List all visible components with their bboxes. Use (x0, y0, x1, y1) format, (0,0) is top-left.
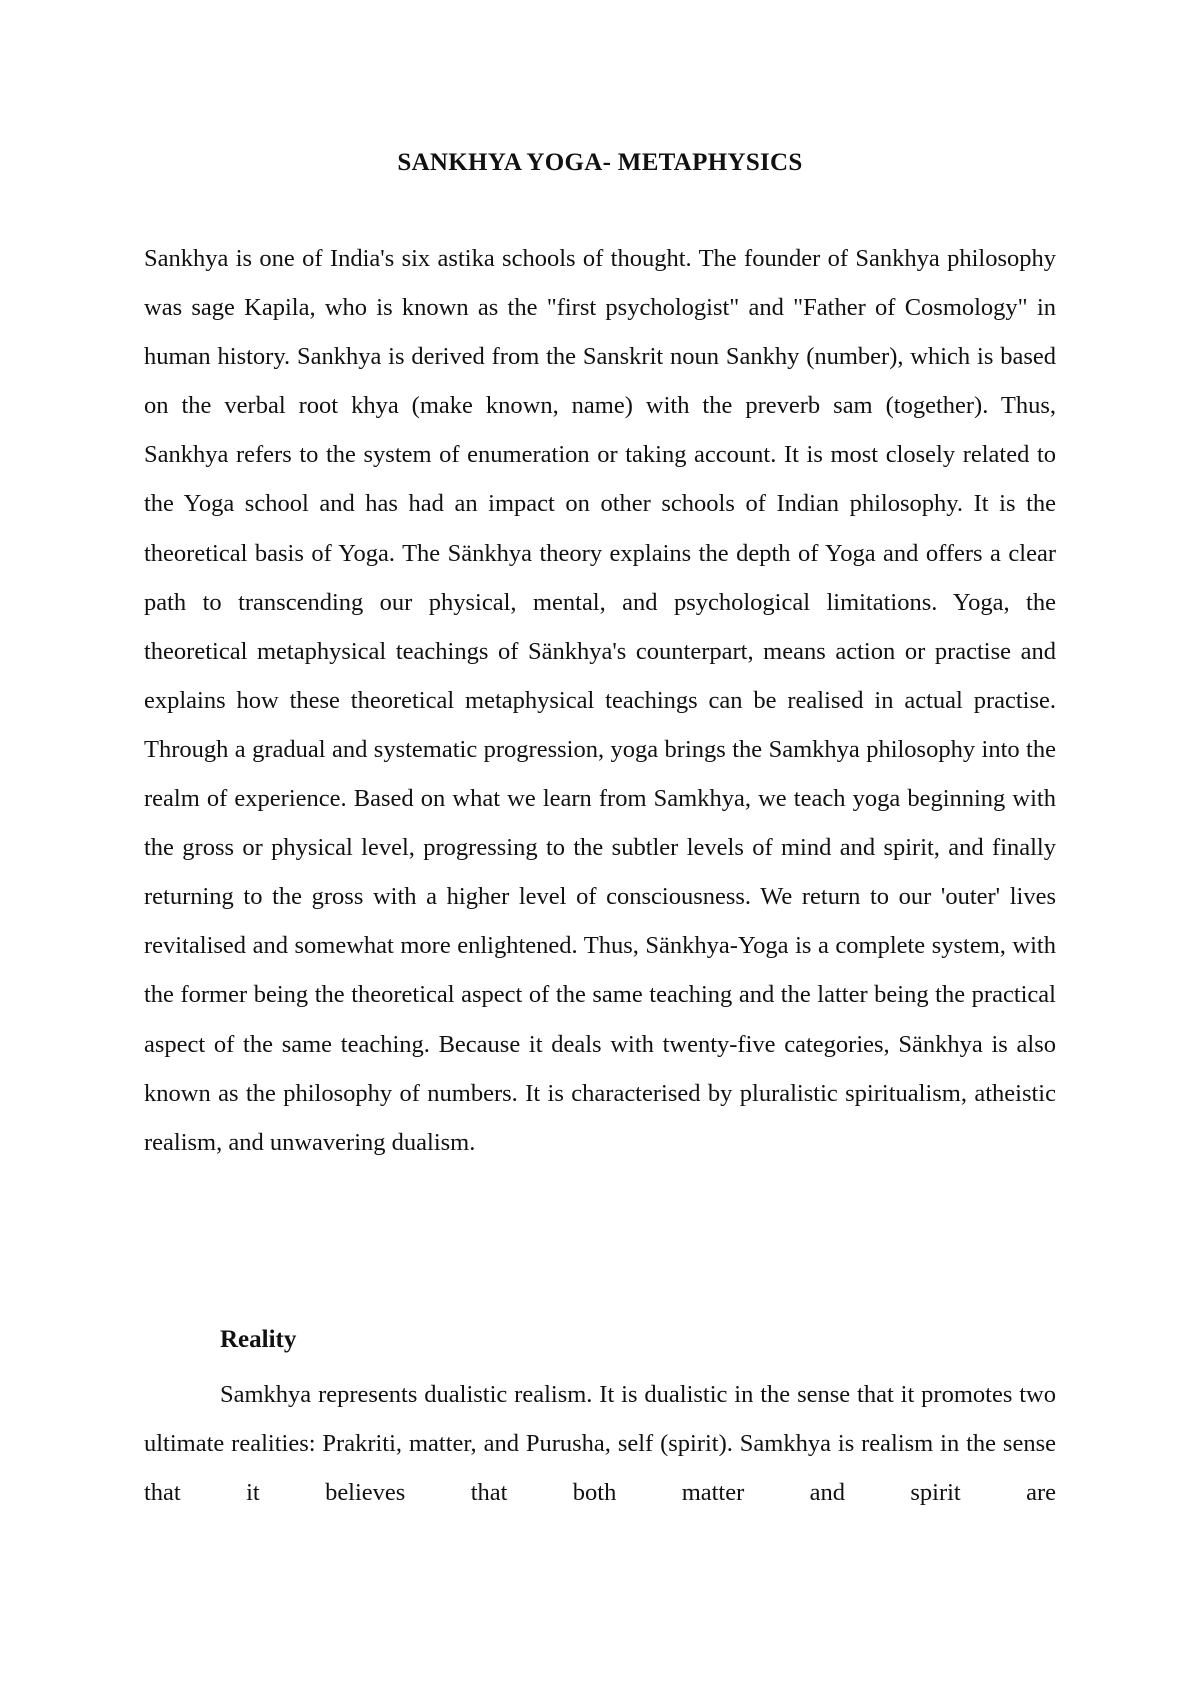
document-title: SANKHYA YOGA- METAPHYSICS (397, 149, 803, 176)
section-heading-reality: Reality (220, 1326, 297, 1353)
intro-paragraph: Sankhya is one of India's six astika schools of thought. The founder of Sankhya philosophy was sage Kapila, who is known as the "first psychologist" and "Father of Cosmology" in human history. Sankhya is derived from the Sanskrit noun Sankhy (number), which is based on the verbal root khya (make known, name) with the preverb sam (together). Thus, Sankhya refers to the system of enumeration or taking account. It is most closely related to the Yoga school and has had an impact on other schools of Indian philosophy. It is the theoretical basis of Yoga. The Sänkhya theory explains the depth of Yoga and offers a clear path to transcending our physical, mental, and psychological limitations. Yoga, the theoretical metaphysical teachings of Sänkhya's counterpart, means action or practise and explains how these theoretical metaphysical teachings can be realised in actual practise. Through a gradual and systematic progression, yoga brings the Samkhya philosophy into the realm of experience. Based on what we learn from Samkhya, we teach yoga beginning with the gross or physical level, progressing to the subtler levels of mind and spirit, and finally returning to the gross with a higher level of consciousness. We return to our 'outer' lives revitalised and somewhat more enlightened. Thus, Sänkhya-Yoga is a complete system, with the former being the theoretical aspect of the same teaching and the latter being the practical aspect of the same teaching. Because it deals with twenty-five categories, Sänkhya is also known as the philosophy of numbers. It is characterised by pluralistic spiritualism, atheistic realism, and unwavering dualism. (144, 245, 1056, 1156)
reality-paragraph: Samkhya represents dualistic realism. It is dualistic in the sense that it promotes two ultimate realities: Prakriti, matter, and Purusha, self (spirit). Samkhya is realism in the sense that it believes that both matter and spirit are (144, 1381, 1056, 1507)
